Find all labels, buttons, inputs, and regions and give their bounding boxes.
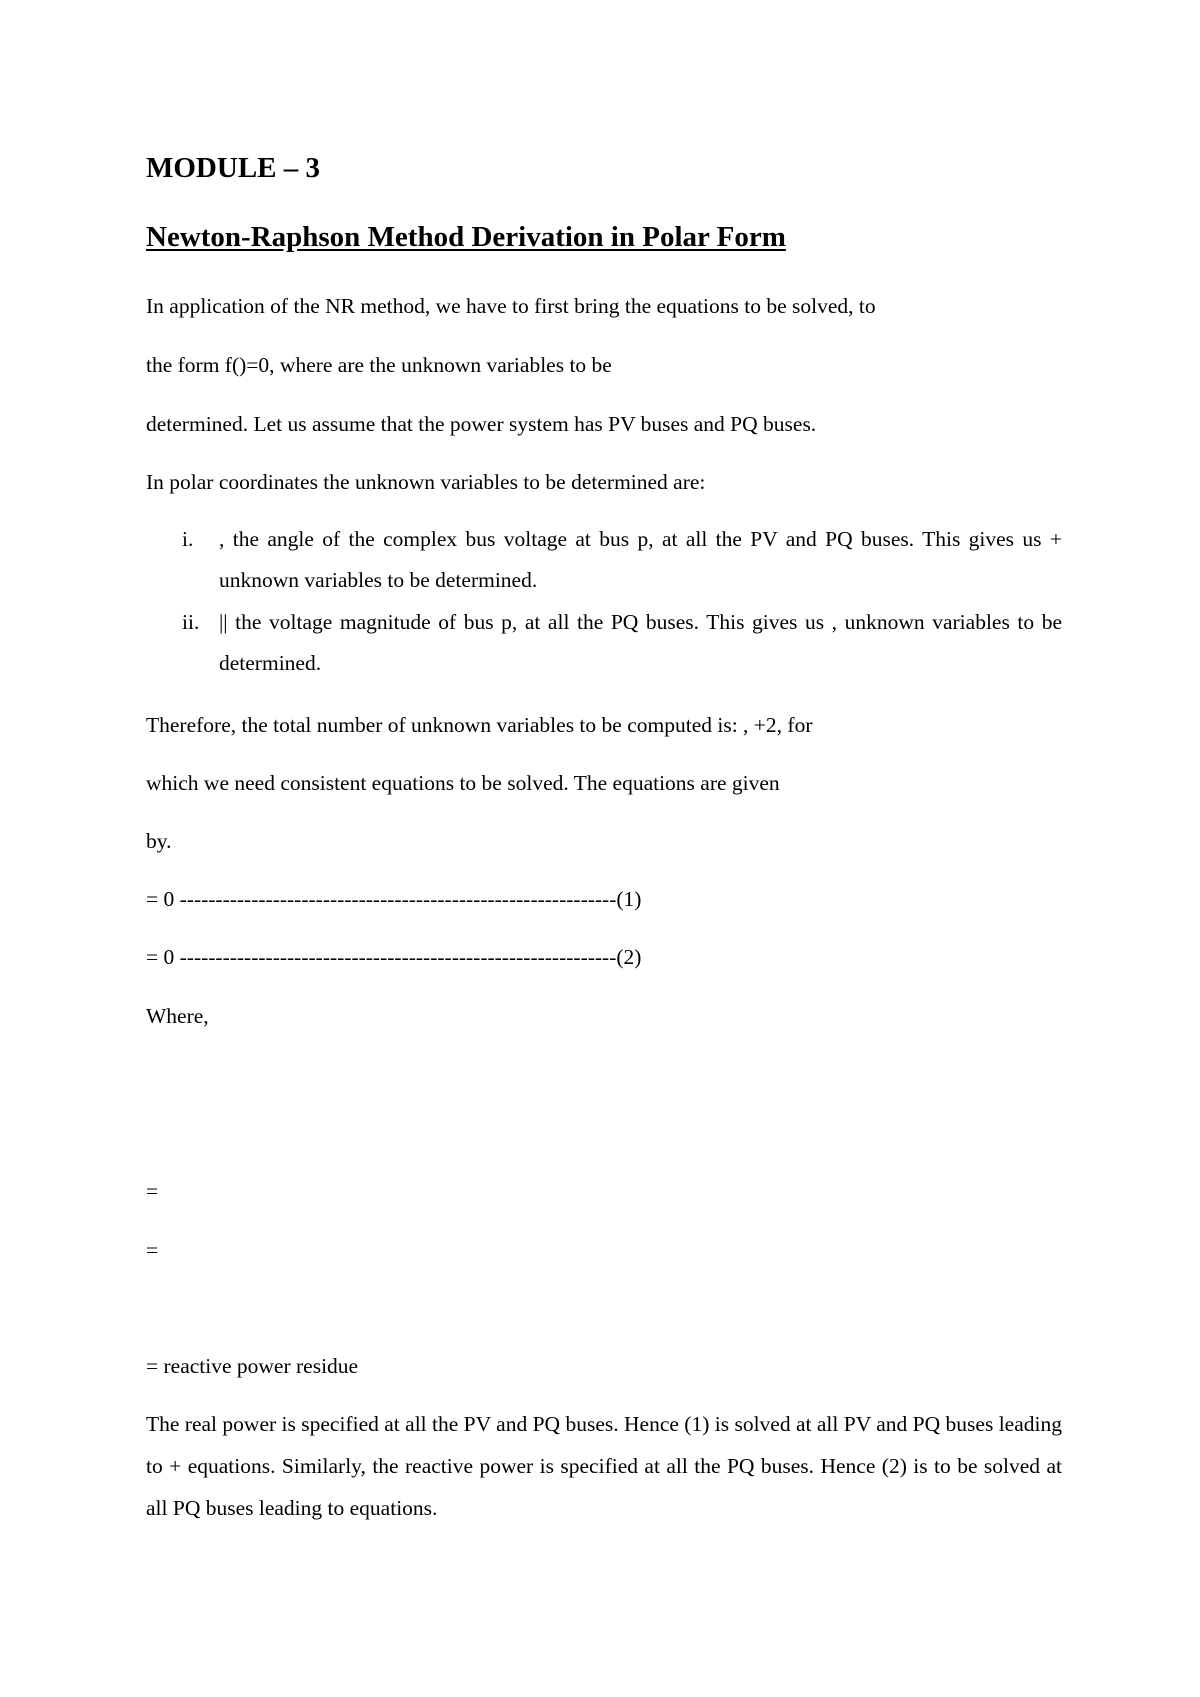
equation-2: = 0 -------------------------------------------------------------(2) <box>146 945 642 969</box>
paragraph-total-3: by. <box>146 829 172 853</box>
paragraph-intro-4: In polar coordinates the unknown variables to be determined are: <box>146 470 706 494</box>
where-label: Where, <box>146 1004 209 1028</box>
paragraph-intro-3: determined. Let us assume that the power system has PV buses and PQ buses. <box>146 412 817 436</box>
module-heading: MODULE – 3 <box>146 152 320 184</box>
definition-1: = <box>146 1179 159 1203</box>
list-item-text: || the voltage magnitude of bus p, at all the PQ buses. This gives us , unknown variables to be determined. <box>219 610 1062 675</box>
page-title: Newton-Raphson Method Derivation in Polar Form <box>146 221 786 253</box>
paragraph-intro-2: the form f()=0, where are the unknown variables to be <box>146 353 612 377</box>
list-item <box>146 519 1062 603</box>
list-item-text: , the angle of the complex bus voltage at bus p, at all the PV and PQ buses. This gives us + unknown variables to be determined. <box>219 527 1062 592</box>
definition-3: = reactive power residue <box>146 1354 359 1378</box>
closing-paragraph: The real power is specified at all the PV and PQ buses. Hence (1) is solved at all PV and PQ buses leading to + equations. Similarly, the reactive power is specified at all the PQ buses. Hence (2) is to be solved at all PQ buses leading to equations. <box>146 1412 1062 1520</box>
list-marker: i. <box>182 527 194 551</box>
paragraph-intro-1: In application of the NR method, we have to first bring the equations to be solved, to <box>146 294 876 318</box>
list-item <box>146 602 1062 686</box>
paragraph-total-2: which we need consistent equations to be solved. The equations are given <box>146 771 780 795</box>
equation-1: = 0 -------------------------------------------------------------(1) <box>146 887 642 911</box>
paragraph-total-1: Therefore, the total number of unknown variables to be computed is: , +2, for <box>146 713 813 737</box>
list-marker: ii. <box>182 610 200 634</box>
definition-2: = <box>146 1238 159 1262</box>
